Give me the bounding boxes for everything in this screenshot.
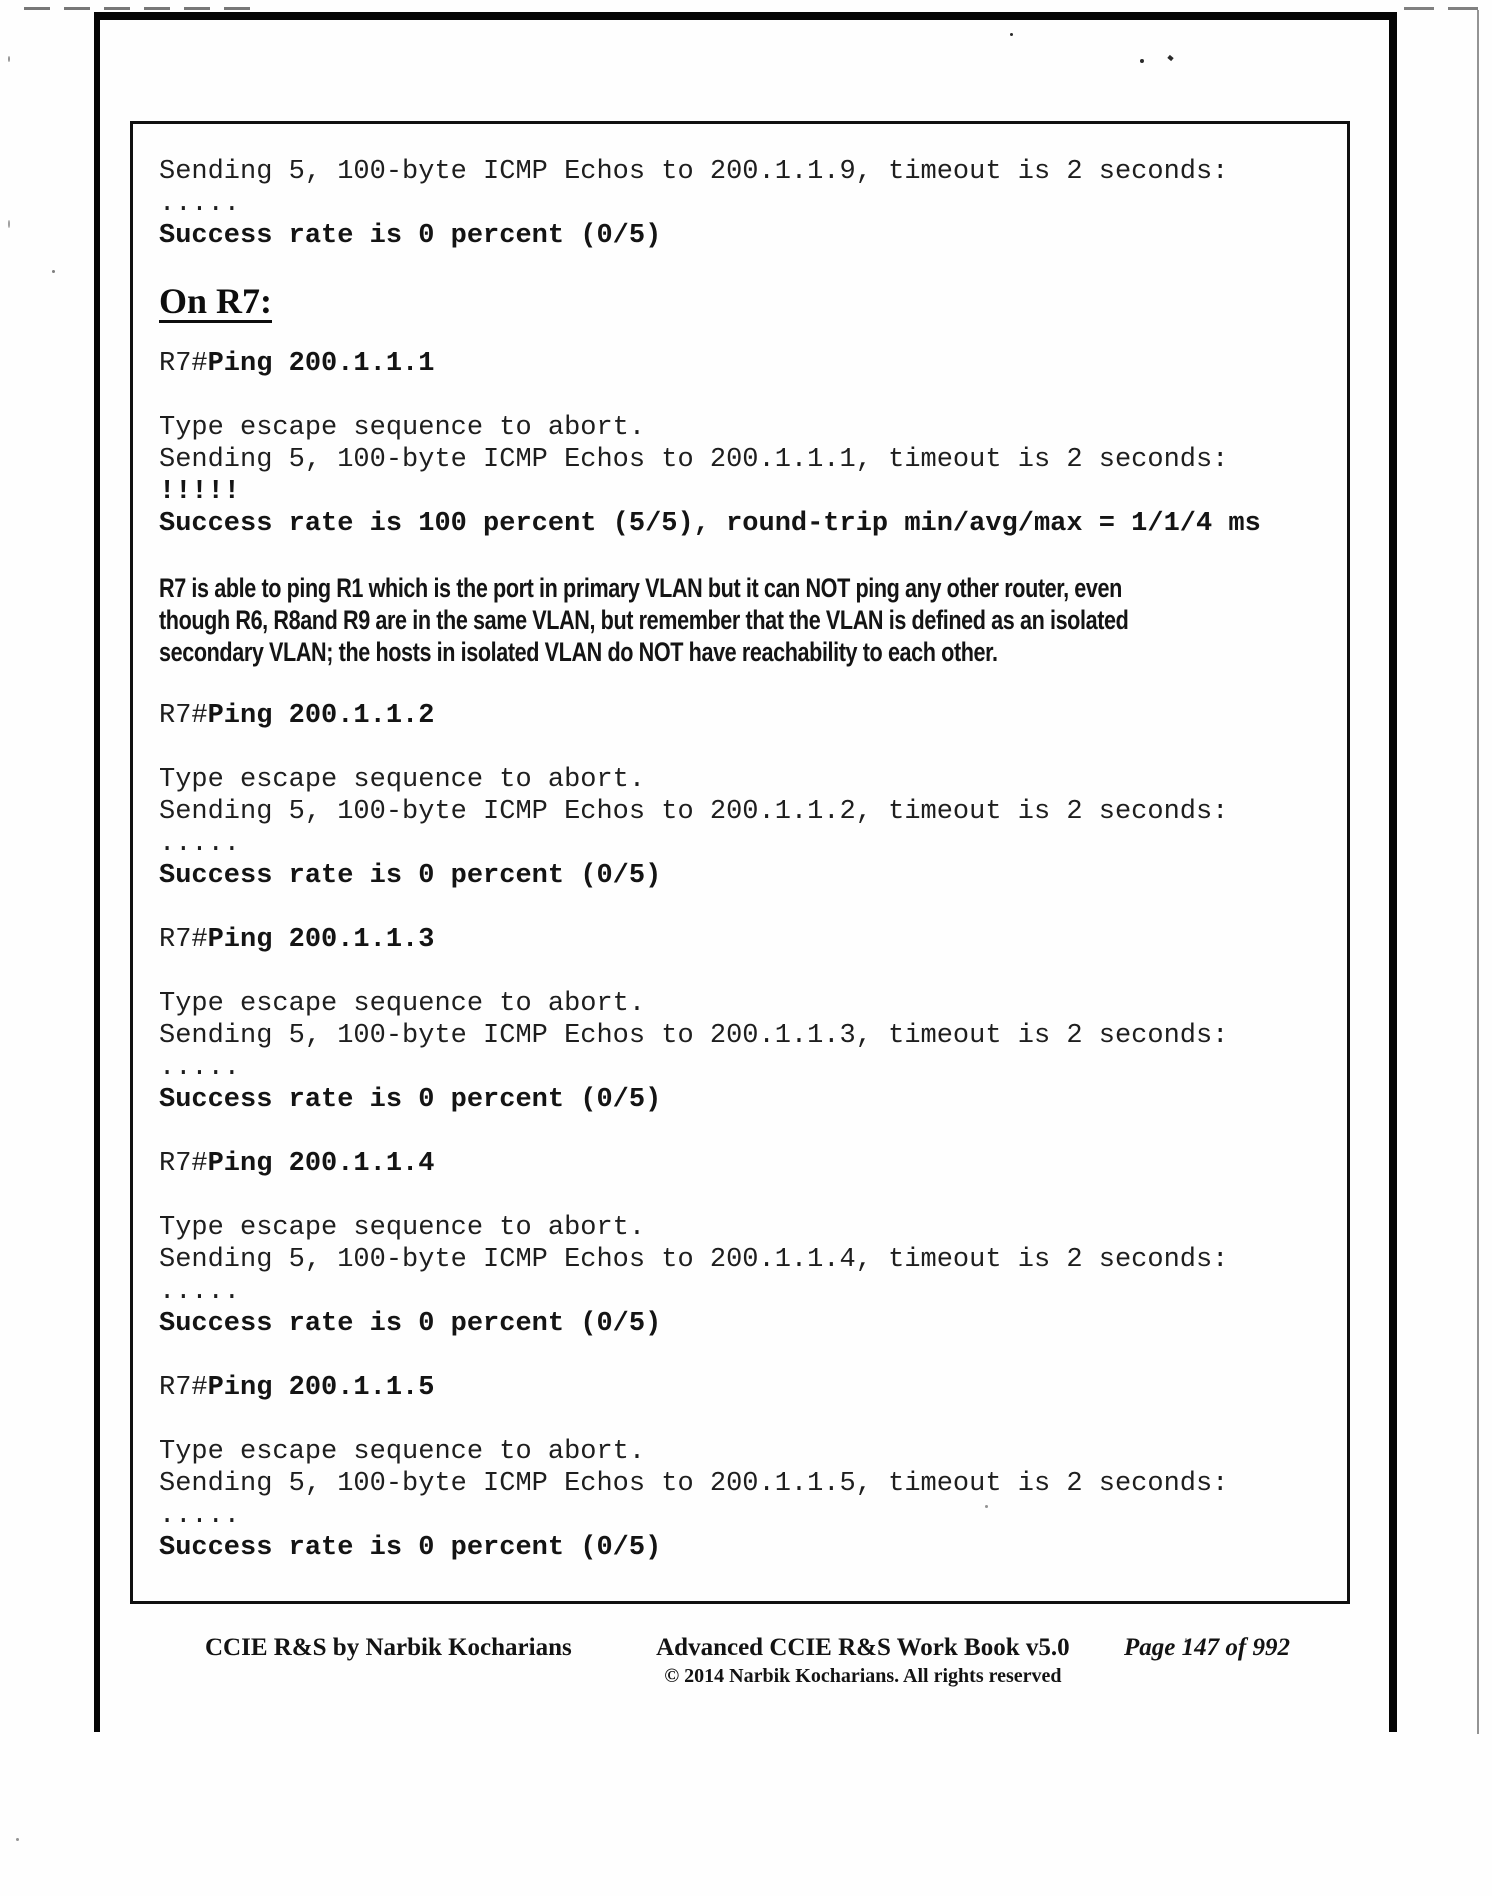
console-command-line <box>159 700 1337 732</box>
console-output-line: Success rate is 0 percent (0/5) <box>159 861 662 891</box>
console-output-line: ..... <box>159 1053 241 1083</box>
console-blank-line <box>159 668 1337 700</box>
scan-speck <box>52 270 55 273</box>
page-footer <box>205 1634 1290 1688</box>
section-heading: On R7: <box>159 281 273 321</box>
console-blank-line <box>159 732 1337 764</box>
console-blank-line <box>159 252 1337 284</box>
cli-prompt: R7# <box>159 701 208 731</box>
console-blank-line <box>159 1116 1337 1148</box>
console-blank-line <box>159 1340 1337 1372</box>
console-output-line: Sending 5, 100-byte ICMP Echos to 200.1.1.2, timeout is 2 seconds: <box>159 797 1229 827</box>
console-output-line: Success rate is 0 percent (0/5) <box>159 221 662 251</box>
console-output-line: ..... <box>159 829 241 859</box>
console-output-line: Sending 5, 100-byte ICMP Echos to 200.1.1.9, timeout is 2 seconds: <box>159 157 1229 187</box>
cli-command: Ping 200.1.1.5 <box>207 1373 435 1403</box>
cli-prompt: R7# <box>159 1149 208 1179</box>
cli-command: Ping 200.1.1.3 <box>207 925 435 955</box>
section-heading-line <box>159 281 1337 321</box>
commentary-note-line: secondary VLAN; the hosts in isolated VLAN do NOT have reachability to each other. <box>159 637 998 667</box>
console-command-line <box>159 924 1337 956</box>
console-blank-line <box>159 1404 1337 1436</box>
commentary-note-line: R7 is able to ping R1 which is the port in primary VLAN but it can NOT ping any other router, even <box>159 573 1122 603</box>
console-output-line: Success rate is 100 percent (5/5), round-trip min/avg/max = 1/1/4 ms <box>159 509 1261 539</box>
scan-speck <box>16 1838 19 1841</box>
console-output-line: Success rate is 0 percent (0/5) <box>159 1533 662 1563</box>
console-output-line: Type escape sequence to abort. <box>159 1437 646 1467</box>
console-command-line <box>159 1148 1337 1180</box>
cli-prompt: R7# <box>159 349 208 379</box>
console-blank-line <box>159 1180 1337 1212</box>
cli-command: Ping 200.1.1.1 <box>207 349 435 379</box>
cli-prompt: R7# <box>159 925 208 955</box>
console-output-line: ..... <box>159 1277 241 1307</box>
scan-speck <box>8 56 10 62</box>
console-blank-line <box>159 380 1337 412</box>
footer-book-title: Advanced CCIE R&S Work Book v5.0 <box>656 1634 1070 1661</box>
console-blank-line <box>159 540 1337 572</box>
console-output-line: Success rate is 0 percent (0/5) <box>159 1309 662 1339</box>
scan-artifact-dash-top-left <box>24 7 254 10</box>
footer-author: CCIE R&S by Narbik Kocharians <box>205 1634 572 1661</box>
console-output-line: ..... <box>159 189 241 219</box>
cli-prompt: R7# <box>159 1373 208 1403</box>
console-output-line: Type escape sequence to abort. <box>159 989 646 1019</box>
console-output-line: Type escape sequence to abort. <box>159 1213 646 1243</box>
console-command-line <box>159 348 1337 380</box>
scan-artifact-dash-top-right <box>1404 7 1488 10</box>
footer-center-block <box>656 1634 1070 1688</box>
console-box <box>130 121 1350 1604</box>
footer-page-number: Page 147 of 992 <box>1124 1634 1290 1661</box>
console-blank-line <box>159 316 1337 348</box>
console-output-line: Success rate is 0 percent (0/5) <box>159 1085 662 1115</box>
console-output-line: Type escape sequence to abort. <box>159 765 646 795</box>
cli-command: Ping 200.1.1.4 <box>207 1149 435 1179</box>
console-blank-line <box>159 892 1337 924</box>
console-output-line: Sending 5, 100-byte ICMP Echos to 200.1.1.1, timeout is 2 seconds: <box>159 445 1229 475</box>
console-output-line: Sending 5, 100-byte ICMP Echos to 200.1.1.4, timeout is 2 seconds: <box>159 1245 1229 1275</box>
commentary-note-line: though R6, R8and R9 are in the same VLAN, but remember that the VLAN is defined as an isolated <box>159 605 1129 635</box>
console-command-line <box>159 1372 1337 1404</box>
cli-command: Ping 200.1.1.2 <box>207 701 435 731</box>
console-output-line: ..... <box>159 1501 241 1531</box>
scan-artifact-right-edge-line <box>1477 10 1479 1734</box>
console-output-line: Sending 5, 100-byte ICMP Echos to 200.1.1.3, timeout is 2 seconds: <box>159 1021 1229 1051</box>
console-output-line: Sending 5, 100-byte ICMP Echos to 200.1.1.5, timeout is 2 seconds: <box>159 1469 1229 1499</box>
scan-speck <box>8 220 10 228</box>
console-output-line: !!!!! <box>159 477 241 507</box>
console-blank-line <box>159 956 1337 988</box>
footer-copyright: © 2014 Narbik Kocharians. All rights reserved <box>664 1665 1062 1687</box>
console-output-line: Type escape sequence to abort. <box>159 413 646 443</box>
